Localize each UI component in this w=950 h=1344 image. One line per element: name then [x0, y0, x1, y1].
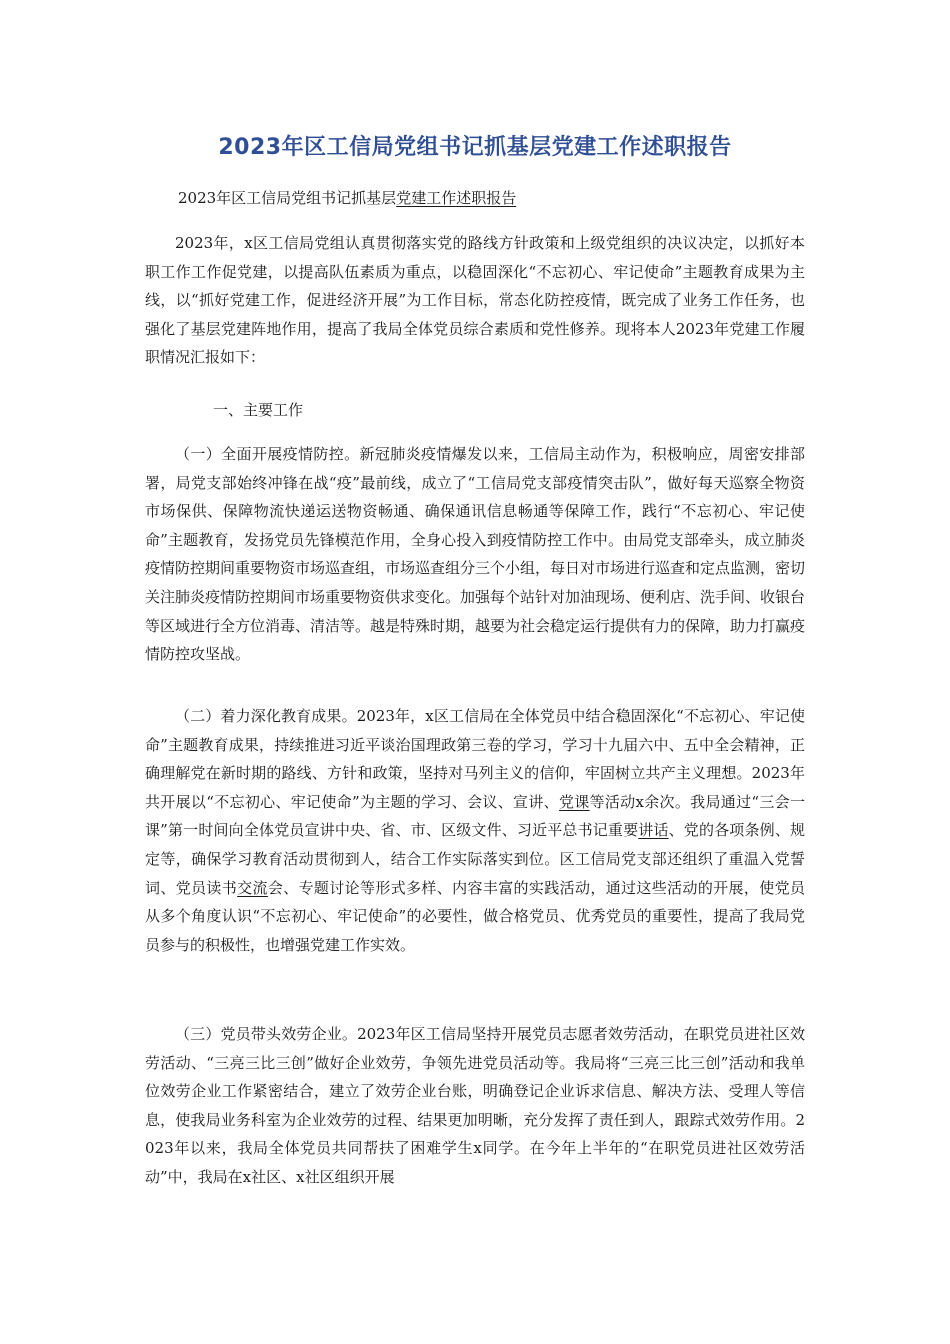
- document-subtitle: [178, 186, 516, 210]
- paragraph-education-text-3: 、党的各项条例、规定等，确保学习教育活动贯彻到人，结合工作实际落实到位。区工信局党支部还组织了重温入党誓词、党员读书: [145, 821, 805, 897]
- paragraph-enterprise-service: （三）党员带头效劳企业。2023年区工信局坚持开展党员志愿者效劳活动，在职党员进社区效劳活动、“三亮三比三创”做好企业效劳，争领先进党员活动等。我局将“三亮三比三创”活动和我单位效劳企业工作紧密结合，建立了效劳企业台账，明确登记企业诉求信息、解决方法、受理人等信息，使我局业务科室为企业效劳的过程、结果更加明晰，充分发挥了责任到人，跟踪式效劳作用。2023年以来，我局全体党员共同帮扶了困难学生x同学。在今年上半年的“在职党员进社区效劳活动”中，我局在x社区、x社区组织开展: [145, 1025, 805, 1186]
- subtitle-text: 2023年区工信局党组书记抓基层: [178, 189, 397, 207]
- section-heading: 一、主要工作: [213, 401, 304, 419]
- paragraph-education-text-1: （二）着力深化教育成果。2023年，x区工信局在全体党员中结合稳固深化“不忘初心、牢记使命”主题教育成果，持续推进习近平谈治国理政第三卷的学习，学习十九届六中、五中全会精神，正确理解党在新时期的路线、方针和政策，坚持对马列主义的信仰，牢固树立共产主义理想。2023年共开展以“不忘初心、牢记使命”为主题的学习、会议、宣讲、: [145, 707, 805, 811]
- paragraph-education-text-4: 会、专题讨论等形式多样、内容丰富的实践活动，通过这些活动的开展，使党员从多个角度认识“不忘初心、牢记使命”的必要性，做合格党员、优秀党员的重要性，提高了我局党员参与的积极性，也增强党建工作实效。: [145, 878, 805, 954]
- link-exchange[interactable]: 交流: [237, 878, 268, 897]
- link-speech[interactable]: 讲话: [638, 821, 669, 840]
- intro-paragraph: 2023年，x区工信局党组认真贯彻落实党的路线方针政策和上级党组织的决议决定，以抓好本职工作工作促党建，以提高队伍素质为重点，以稳固深化“不忘初心、牢记使命”主题教育成果为主线，以“抓好党建工作，促进经济开展”为工作目标，常态化防控疫情，既完成了业务工作任务，也强化了基层党建阵地作用，提高了我局全体党员综合素质和党性修养。现将本人2023年党建工作履职情况汇报如下：: [145, 234, 805, 367]
- link-party-lecture[interactable]: 党课: [558, 792, 590, 811]
- paragraph-epidemic-control: （一）全面开展疫情防控。新冠肺炎疫情爆发以来，工信局主动作为，积极响应，周密安排部署，局党支部始终冲锋在战“疫”最前线，成立了“工信局党支部疫情突击队”，做好每天巡察全物资市场保供、保障物流快递运送物资畅通、确保通讯信息畅通等保障工作，践行“不忘初心、牢记使命”主题教育，发扬党员先锋模范作用，全身心投入到疫情防控工作中。由局党支部牵头，成立肺炎疫情防控期间重要物资市场巡查组，市场巡查组分三个小组，每日对市场进行巡查和定点监测，密切关注肺炎疫情防控期间市场重要物资供求变化。加强每个站针对加油现场、便利店、洗手间、收银台等区域进行全方位消毒、清洁等。越是特殊时期，越要为社会稳定运行提供有力的保障，助力打赢疫情防控攻坚战。: [145, 445, 806, 664]
- subtitle-link[interactable]: 党建工作述职报告: [396, 189, 517, 207]
- paragraph-education-text-2: 等活动x余次。我局通过“三会一课”第一时间向全体党员宣讲中央、省、市、区级文件、习近平总书记重要: [145, 792, 805, 840]
- document-title: 2023年区工信局党组书记抓基层党建工作述职报告: [218, 135, 732, 160]
- paragraph-education: [145, 702, 805, 959]
